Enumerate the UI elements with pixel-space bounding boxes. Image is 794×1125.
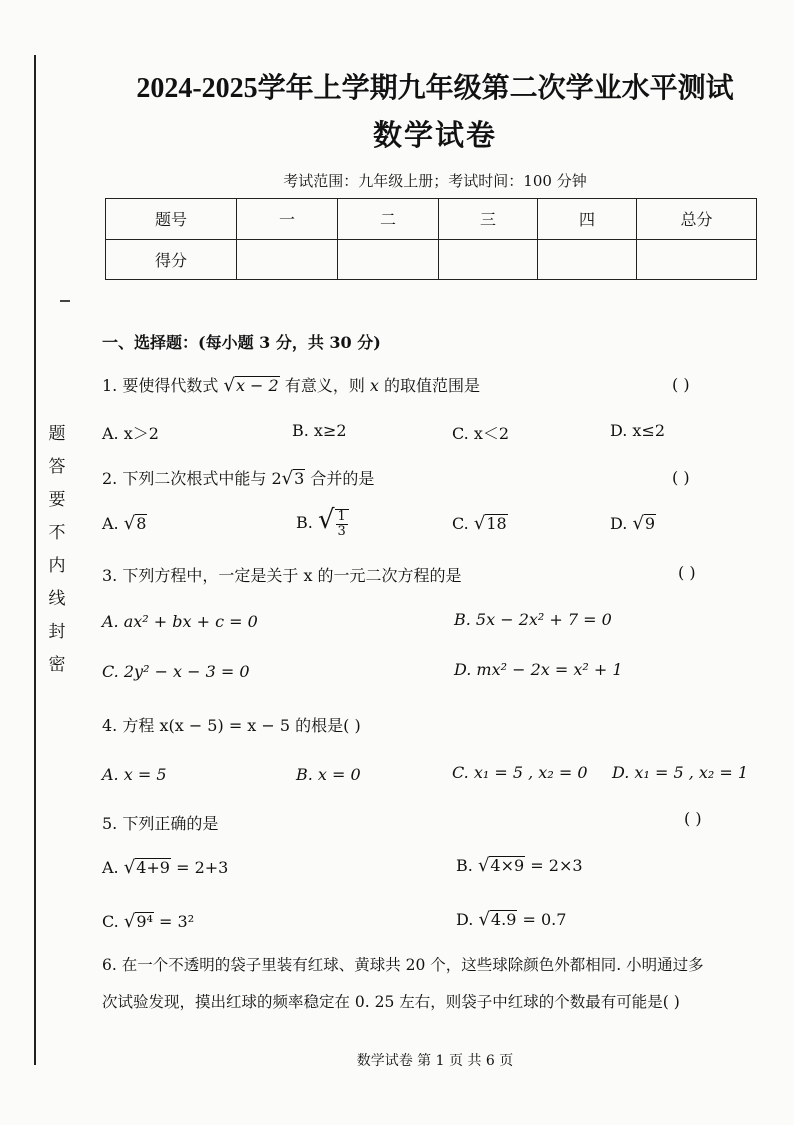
question-3: 3. 下列方程中，一定是关于 x 的一元二次方程的是: [102, 566, 462, 585]
q5-option-a[interactable]: [102, 857, 228, 878]
sqrt-icon: √: [123, 857, 136, 878]
score-input-cell[interactable]: [439, 239, 538, 280]
q1-text: 1. 要使得代数式: [102, 376, 219, 395]
question-4: 4. 方程 x(x − 5) = x − 5 的根是( ): [102, 716, 361, 735]
seal-char: 密: [48, 655, 66, 675]
seal-char: 不: [48, 523, 66, 543]
exam-meta: 考试范围：九年级上册；考试时间：100 分钟: [283, 172, 587, 190]
radicand: 4×9: [490, 856, 525, 875]
binding-line: [34, 55, 36, 1065]
score-cell: 题号: [106, 199, 237, 240]
answer-paren[interactable]: ( ): [678, 563, 696, 582]
q5-option-c[interactable]: [102, 911, 194, 932]
answer-paren[interactable]: ( ): [684, 809, 702, 828]
seal-char: 题: [48, 424, 66, 444]
question-1: [102, 373, 480, 396]
q5-option-d[interactable]: [456, 909, 566, 930]
q3-option-a[interactable]: A. ax² + bx + c = 0: [102, 612, 258, 631]
seal-char: 内: [48, 556, 66, 576]
score-input-cell[interactable]: [538, 239, 637, 280]
radicand: 9: [644, 514, 656, 533]
page-footer: 数学试卷 第 1 页 共 6 页: [356, 1053, 514, 1069]
score-cell: 四: [538, 199, 637, 240]
score-input-cell[interactable]: [237, 239, 338, 280]
score-table: [105, 198, 757, 280]
exam-title: 2024-2025学年上学期九年级第二次学业水平测试: [136, 73, 734, 104]
binding-tick: [60, 300, 70, 302]
sqrt-icon: √: [477, 855, 490, 876]
seal-char: 要: [48, 490, 66, 510]
q2-text-2: 合并的是: [310, 469, 375, 488]
question-6-line-1: 6. 在一个不透明的袋子里装有红球、黄球共 20 个，这些球除颜色外都相同. 小明通过多: [102, 956, 704, 974]
q2-option-b[interactable]: [296, 505, 349, 539]
option-label: A.: [102, 514, 119, 533]
q5-option-b[interactable]: [456, 855, 583, 876]
seal-char: 线: [48, 589, 66, 609]
option-label: D.: [456, 910, 474, 929]
radicand: 9⁴: [136, 912, 153, 931]
sqrt-icon: √: [632, 513, 644, 534]
exam-subtitle: 数学试卷: [372, 118, 497, 152]
q2-option-c[interactable]: [452, 513, 508, 534]
option-label: C.: [102, 912, 119, 931]
sqrt-icon: √: [281, 468, 294, 489]
seal-char: 答: [48, 457, 66, 477]
sqrt-icon: √: [478, 909, 490, 930]
question-6-line-2: 次试验发现，摸出红球的频率稳定在 0. 25 左右，则袋子中红球的个数最有可能是( ): [102, 993, 680, 1011]
q1-text-3: 的取值范围是: [378, 376, 481, 395]
q4-option-a[interactable]: A. x = 5: [102, 765, 167, 784]
sqrt-icon: √: [123, 513, 136, 534]
rhs: = 2+3: [170, 858, 229, 877]
q4-option-d[interactable]: D. x₁ = 5 , x₂ = 1: [612, 763, 749, 782]
q2-option-d[interactable]: [610, 513, 656, 534]
sqrt-icon: √: [223, 375, 235, 396]
question-5: 5. 下列正确的是: [102, 814, 219, 833]
answer-paren[interactable]: ( ): [672, 468, 690, 487]
answer-paren[interactable]: ( ): [672, 375, 690, 394]
rhs: = 0.7: [517, 910, 567, 929]
denominator: 3: [337, 523, 346, 539]
q3-option-c[interactable]: C. 2y² − x − 3 = 0: [102, 662, 250, 681]
option-label: A.: [102, 858, 119, 877]
q1-option-c[interactable]: C. x＜2: [452, 424, 510, 443]
score-value-row: [106, 239, 757, 280]
radicand: 4.9: [490, 910, 517, 929]
seal-warning: [44, 418, 70, 682]
q2-radicand: 3: [294, 469, 305, 488]
q1-option-b[interactable]: B. x≥2: [292, 421, 347, 440]
section-heading: 一、选择题：(每小题 3 分，共 30 分): [102, 333, 381, 352]
score-input-cell[interactable]: [338, 239, 439, 280]
seal-char: 封: [48, 622, 66, 642]
q1-option-a[interactable]: A. x＞2: [102, 424, 159, 443]
q3-option-b[interactable]: B. 5x − 2x² + 7 = 0: [454, 610, 612, 629]
q1-text-2: 有意义，则: [284, 376, 370, 395]
sqrt-icon: √: [123, 911, 136, 932]
rhs: = 3²: [153, 912, 195, 931]
sqrt-icon: √: [473, 513, 486, 534]
rhs: = 2×3: [525, 856, 583, 875]
option-label: B.: [456, 856, 473, 875]
numerator: 1: [337, 508, 346, 524]
sqrt-icon: √: [317, 505, 335, 535]
score-cell: 三: [439, 199, 538, 240]
q4-option-b[interactable]: B. x = 0: [296, 765, 361, 784]
option-label: B.: [296, 513, 313, 532]
q2-text: 2. 下列二次根式中能与: [102, 469, 267, 488]
radicand: 4+9: [136, 858, 170, 877]
score-header-row: [106, 199, 757, 240]
q1-option-d[interactable]: D. x≤2: [610, 421, 666, 440]
q1-radicand: x − 2: [235, 376, 279, 395]
q1-var: x: [369, 376, 379, 395]
score-input-cell[interactable]: [637, 239, 757, 280]
q2-option-a[interactable]: [102, 513, 147, 534]
radicand: 18: [486, 514, 507, 533]
q4-option-c[interactable]: C. x₁ = 5 , x₂ = 0: [452, 763, 588, 782]
question-2: [102, 466, 374, 489]
score-cell: 一: [237, 199, 338, 240]
q2-coef: 2: [271, 469, 282, 488]
score-cell: 总分: [637, 199, 757, 240]
option-label: C.: [452, 514, 469, 533]
option-label: D.: [610, 514, 628, 533]
q3-option-d[interactable]: D. mx² − 2x = x² + 1: [454, 660, 623, 679]
score-cell: 得分: [106, 239, 237, 280]
radicand: 8: [136, 514, 147, 533]
fraction: [335, 509, 349, 539]
score-cell: 二: [338, 199, 439, 240]
